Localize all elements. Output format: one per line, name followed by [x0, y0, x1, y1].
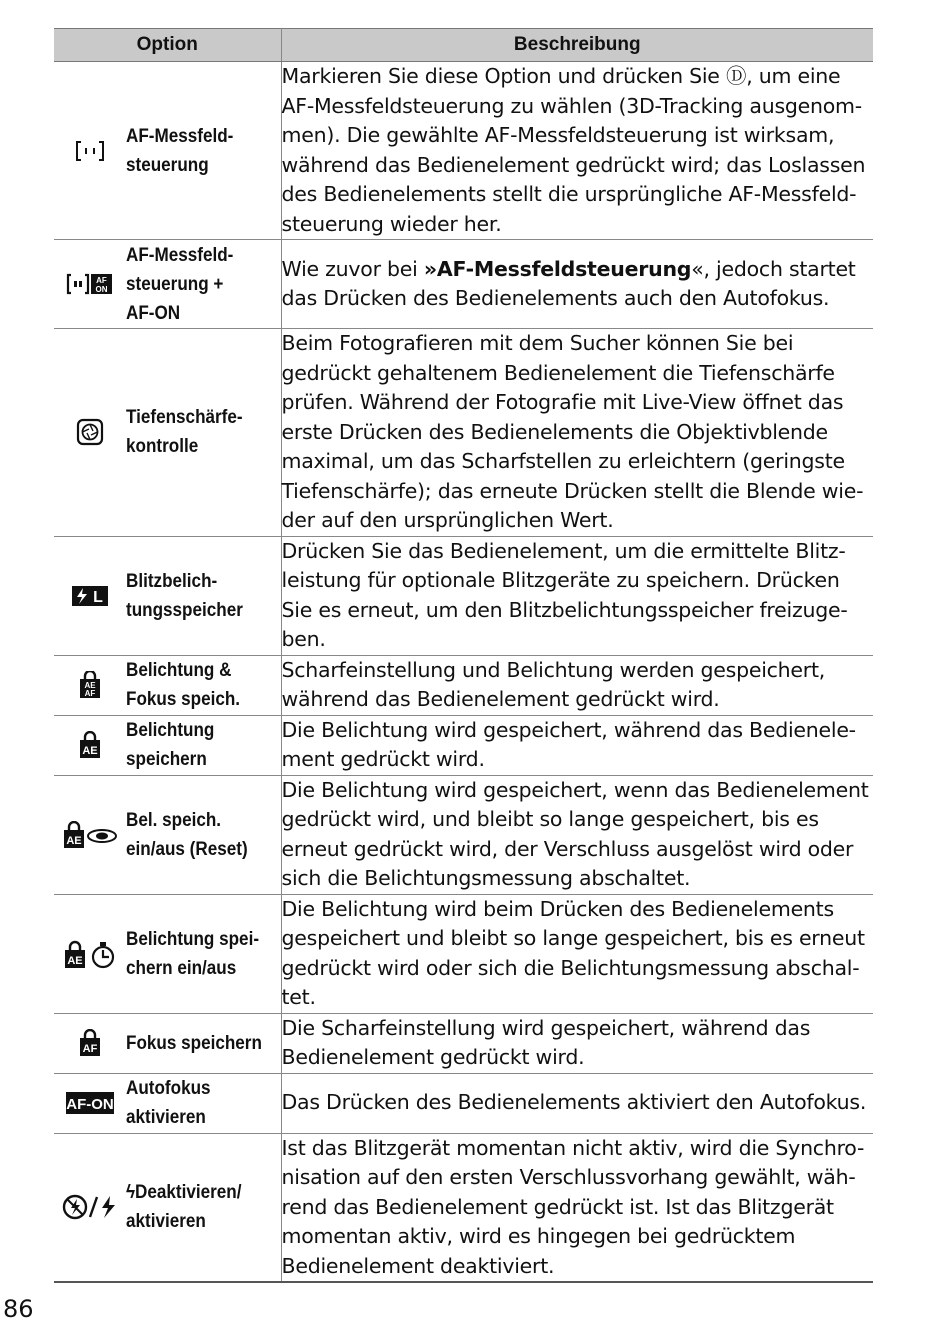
option-name: Tiefenschärfe- kontrolle	[126, 329, 266, 537]
svg-text:AE: AE	[66, 834, 82, 847]
svg-text:AF: AF	[96, 276, 107, 285]
table-row	[54, 1013, 873, 1073]
svg-text:AE: AE	[84, 681, 96, 690]
fv-lock-icon	[54, 536, 126, 655]
table-row	[54, 240, 873, 329]
af-on-icon	[54, 1073, 126, 1133]
svg-text:AE: AE	[82, 745, 98, 757]
header-description: Beschreibung	[281, 29, 873, 62]
flash-disable-enable-icon	[54, 1133, 126, 1282]
option-name: Blitzbelich- tungsspeicher	[126, 536, 266, 655]
option-name: Belichtung spei- chern ein/aus	[126, 894, 266, 1013]
option-description: Das Drücken des Bedienelements aktiviert den Autofokus.	[281, 1073, 873, 1133]
table-row	[54, 715, 873, 775]
option-description: Ist das Blitzgerät momentan nicht aktiv, wird die Synchro- nisation auf den ersten Verschlussvorhang gewählt, wäh- rend das Bedienelement gedrückt ist. Ist das Blitzgerät momentan aktiv, wird es hingegen bei gedrücktem Bedienelement deaktiviert.	[281, 1133, 873, 1282]
table-row	[54, 62, 873, 240]
af-lock-icon	[54, 1013, 126, 1073]
table-header-row	[54, 29, 873, 62]
option-description: Die Belichtung wird gespeichert, wenn das Bedienelement gedrückt wird, und bleibt so lange gespeichert, bis es erneut gedrückt wird, der Verschluss ausgelöst wird oder sich die Belichtungsmessung abschaltet.	[281, 775, 873, 894]
option-description: Wie zuvor bei »AF-Messfeldsteuerung«, jedoch startet das Drücken des Bedienelements auch den Autofokus.	[281, 240, 873, 329]
option-description: Die Belichtung wird gespeichert, während das Bedienele- ment gedrückt wird.	[281, 715, 873, 775]
ae-lock-reset-icon	[54, 775, 126, 894]
option-name: AF-Messfeld- steuerung	[126, 62, 266, 240]
option-name: Bel. speich. ein/aus (Reset)	[126, 775, 266, 894]
option-description: Scharfeinstellung und Belichtung werden gespeichert, während das Bedienelement gedrückt wird.	[281, 655, 873, 715]
ae-lock-hold-icon	[54, 894, 126, 1013]
table-row	[54, 1133, 873, 1282]
table-row	[54, 329, 873, 537]
options-table	[54, 28, 873, 1283]
ae-lock-icon	[54, 715, 126, 775]
table-row	[54, 775, 873, 894]
svg-text:AF: AF	[84, 689, 96, 698]
svg-text:AF-ON: AF-ON	[66, 1096, 114, 1113]
option-description: Die Belichtung wird beim Drücken des Bedienelements gespeichert und bleibt so lange gespeichert, bis es erneut gedrückt wird oder sich die Belichtungsmessung abschal- tet.	[281, 894, 873, 1013]
svg-text:ON: ON	[95, 285, 108, 294]
option-name: Belichtung speichern	[126, 715, 266, 775]
svg-text:AE: AE	[67, 954, 83, 967]
option-description: Die Scharfeinstellung wird gespeichert, während das Bedienelement gedrückt wird.	[281, 1013, 873, 1073]
option-description: Markieren Sie diese Option und drücken Sie Ⓓ, um eine AF-Messfeldsteuerung zu wählen (3D-Tracking ausgenom- men). Die gewählte AF-Messfeldsteuerung ist wirksam, während das Bedienelement gedrückt wird; das Loslassen des Bedienelements stellt die ursprüngliche AF-Messfeld- steuerung wieder her.	[281, 62, 873, 240]
option-name: Fokus speichern	[126, 1013, 266, 1073]
svg-text:L: L	[93, 588, 103, 606]
svg-text:AF: AF	[82, 1043, 98, 1055]
depth-of-field-preview-icon	[54, 329, 126, 537]
table-row	[54, 536, 873, 655]
table-row	[54, 894, 873, 1013]
table-row	[54, 1073, 873, 1133]
af-area-mode-af-on-icon	[54, 240, 126, 329]
option-name: Belichtung & Fokus speich.	[126, 655, 266, 715]
ae-af-lock-icon	[54, 655, 126, 715]
option-description: Drücken Sie das Bedienelement, um die ermittelte Blitz- leistung für optionale Blitzgeräte zu speichern. Drücken Sie es erneut, um den Blitzbelichtungsspeicher freizuge- ben.	[281, 536, 873, 655]
page-number: 86	[3, 1295, 34, 1323]
header-option: Option	[54, 29, 281, 62]
option-name: Autofokus aktivieren	[126, 1073, 266, 1133]
option-description: Beim Fotografieren mit dem Sucher können Sie bei gedrückt gehaltenem Bedienelement die Tiefenschärfe prüfen. Während der Fotografie mit Live-View öffnet das erste Drücken des Bedienelements die Objektivblende maximal, um das Scharfstellen zu erleichtern (geringste Tiefenschärfe); das erneute Drücken stellt die Blende wie- der auf den ursprünglichen Wert.	[281, 329, 873, 537]
option-name: ϟDeaktivieren/ aktivieren	[126, 1133, 266, 1282]
option-name: AF-Messfeld- steuerung + AF-ON	[126, 240, 266, 329]
af-area-mode-icon	[54, 62, 126, 240]
table-row	[54, 655, 873, 715]
